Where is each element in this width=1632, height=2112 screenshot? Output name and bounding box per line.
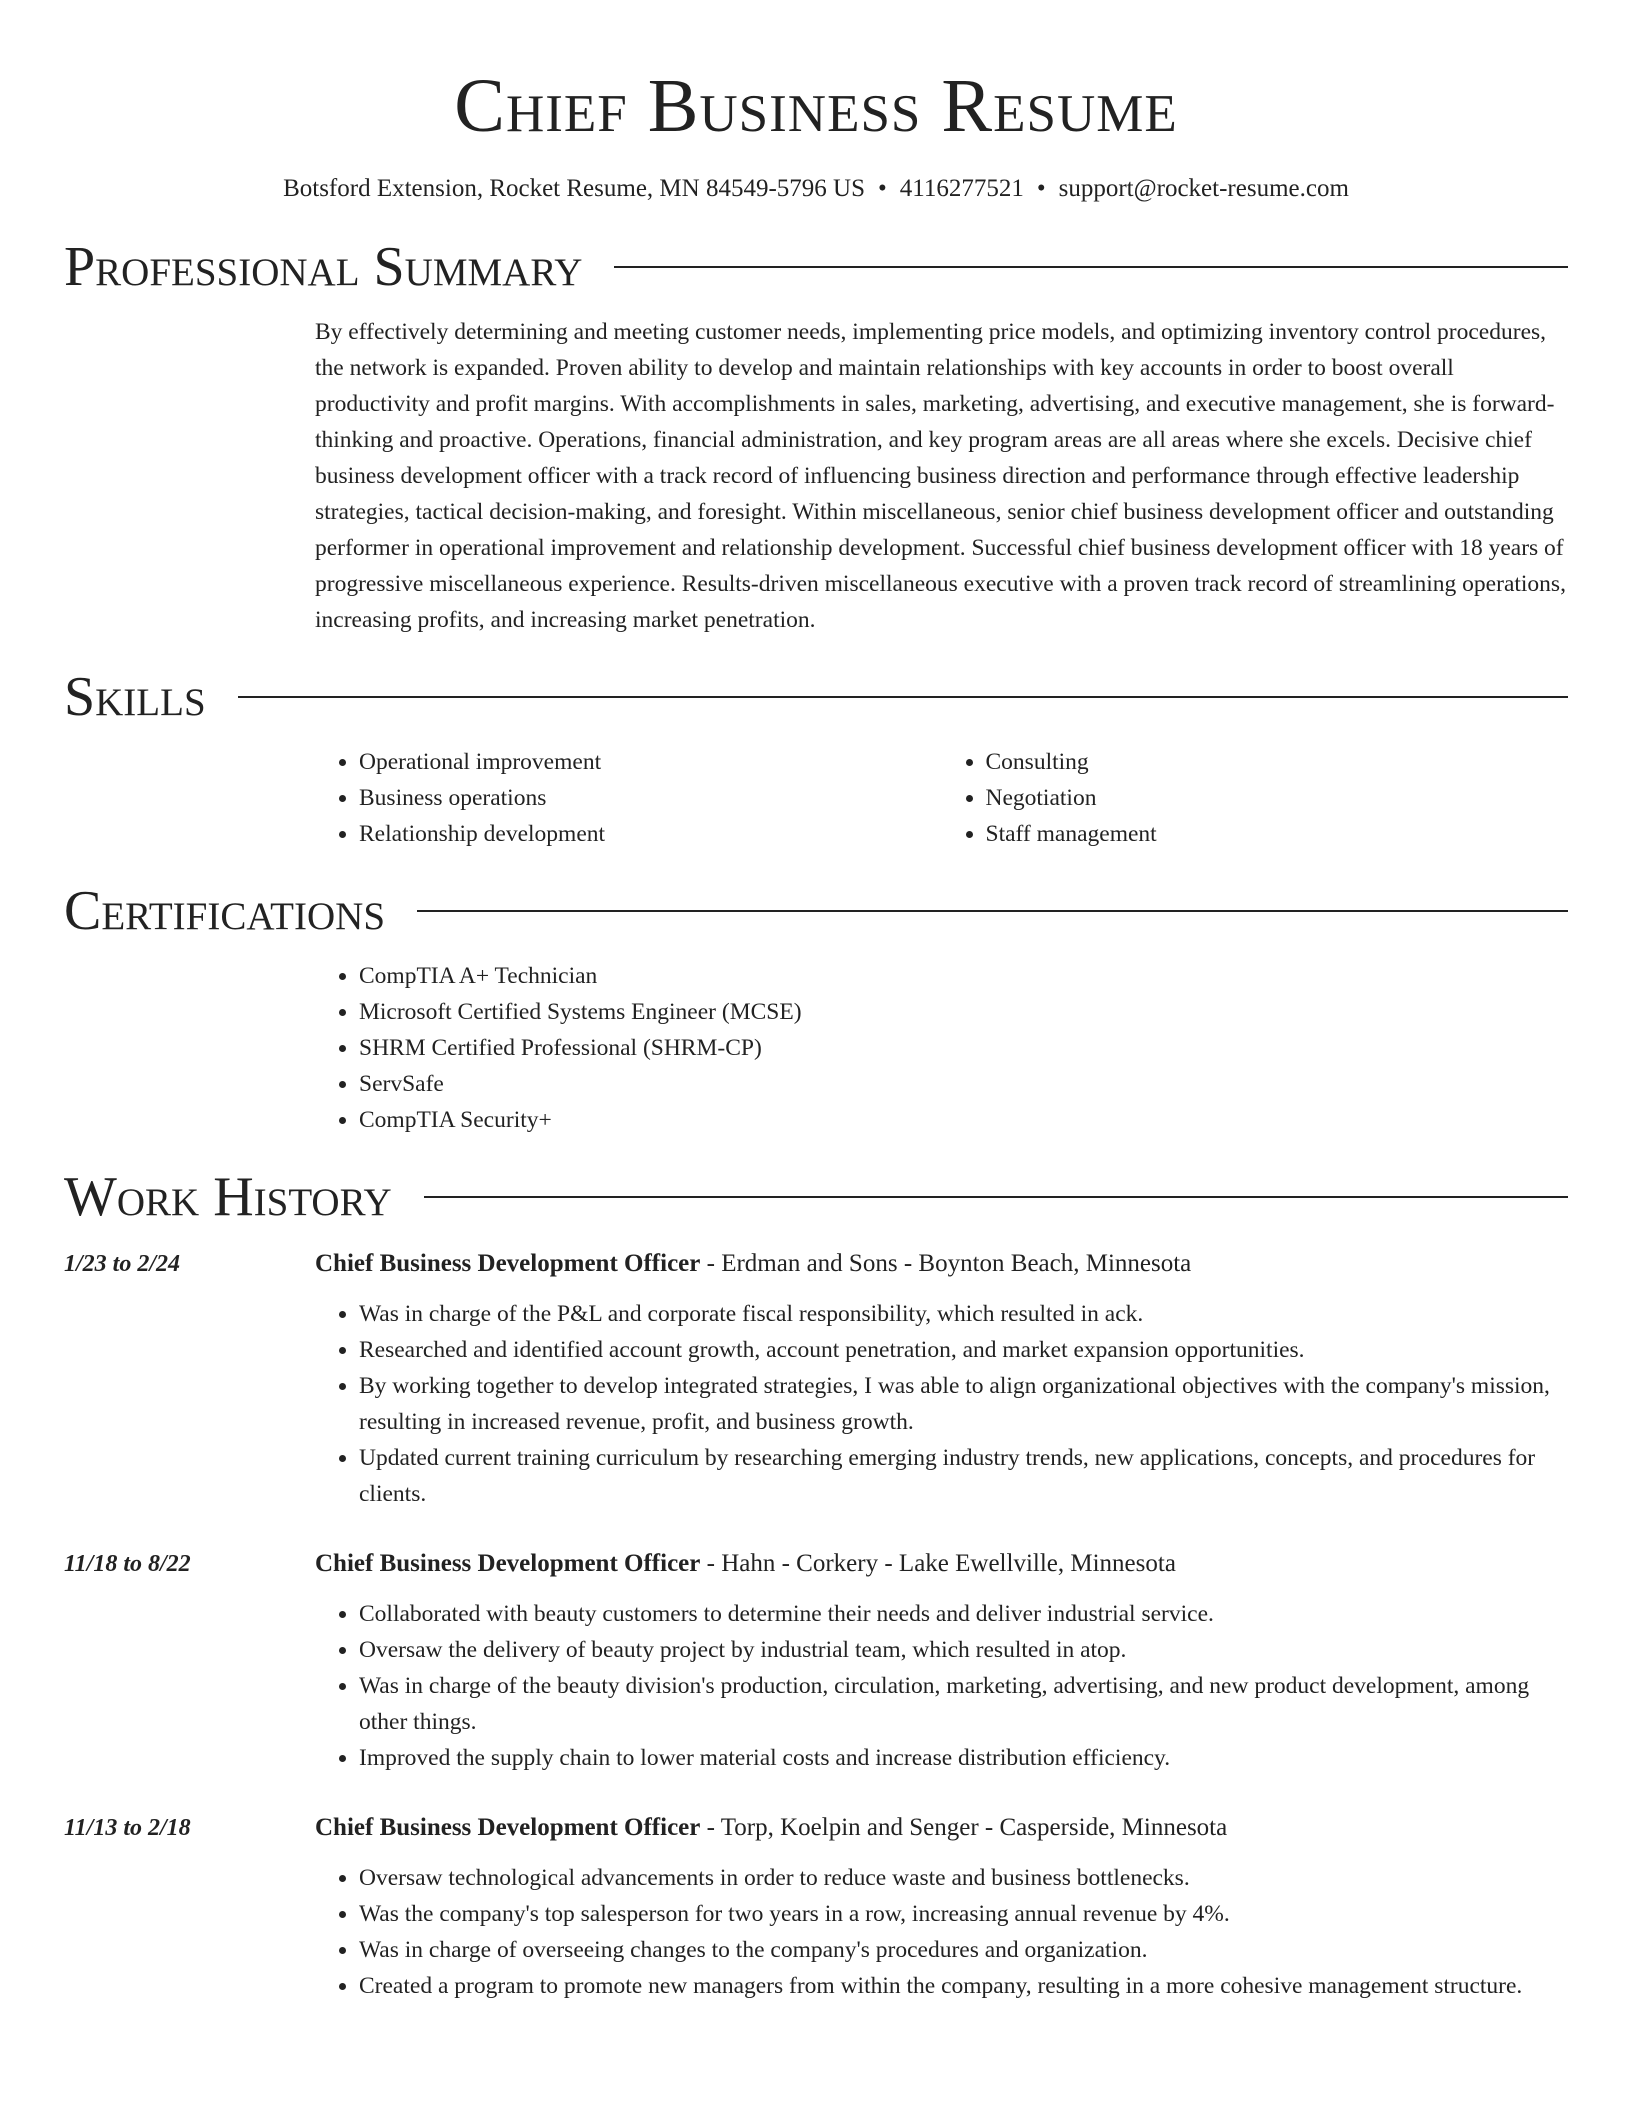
job-bullet-list <box>315 1596 1568 1776</box>
resume-title: Chief Business Resume <box>454 64 1178 148</box>
job-heading <box>315 1246 1191 1282</box>
certification-item: • CompTIA A+ Technician <box>359 958 1568 994</box>
skill-item: • Business operations <box>359 780 942 816</box>
summary-header <box>64 234 1568 300</box>
certifications-heading: Certifications <box>64 880 386 942</box>
job-entry <box>64 1246 1568 1512</box>
work-history-heading: Work History <box>64 1166 392 1228</box>
job-heading <box>315 1810 1227 1846</box>
skills-section <box>64 664 1568 852</box>
contact-line <box>64 172 1568 206</box>
job-dates: 11/18 to 8/22 <box>64 1551 191 1577</box>
job-bullets <box>315 1860 1568 2004</box>
job-details: - Hahn - Corkery - Lake Ewellville, Minnesota <box>700 1550 1176 1577</box>
summary-heading: Professional Summary <box>64 236 583 298</box>
job-bullet: • Was in charge of overseeing changes to the company's procedures and organization. <box>359 1932 1568 1968</box>
certification-item: • Microsoft Certified Systems Engineer (MCSE) <box>359 994 1568 1030</box>
job-bullet: • Oversaw technological advancements in order to reduce waste and business bottlenecks. <box>359 1860 1568 1896</box>
job-bullet: • Was in charge of the P&L and corporate fiscal responsibility, which resulted in ack. <box>359 1296 1568 1332</box>
skill-item: • Relationship development <box>359 816 942 852</box>
certifications-header <box>64 878 1568 944</box>
contact-phone: 4116277521 <box>899 175 1024 202</box>
section-divider <box>424 1196 1568 1198</box>
job-bullet: • Oversaw the delivery of beauty project by industrial team, which resulted in atop. <box>359 1632 1568 1668</box>
skills-list <box>315 744 1568 852</box>
skills-column-right <box>942 744 1569 852</box>
job-bullet: • Created a program to promote new managers from within the company, resulting in a more cohesive management structure. <box>359 1968 1568 2004</box>
skills-heading: Skills <box>64 666 206 728</box>
job-entry <box>64 1546 1568 1776</box>
certification-item: • ServSafe <box>359 1066 1568 1102</box>
job-bullets <box>315 1596 1568 1776</box>
certifications-body <box>315 958 1568 1138</box>
certifications-list <box>315 958 1568 1138</box>
job-bullet: • By working together to develop integrated strategies, I was able to align organizational objectives with the company's mission, resulting in increased revenue, profit, and business growth. <box>359 1368 1568 1440</box>
job-dates: 11/13 to 2/18 <box>64 1815 191 1841</box>
contact-email[interactable]: support@rocket-resume.com <box>1058 175 1349 202</box>
certifications-section <box>64 878 1568 1138</box>
job-header <box>64 1546 1568 1582</box>
skills-column-left <box>315 744 942 852</box>
skills-header <box>64 664 1568 730</box>
job-bullet: • Updated current training curriculum by researching emerging industry trends, new applications, concepts, and procedures for clients. <box>359 1440 1568 1512</box>
job-dates: 1/23 to 2/24 <box>64 1251 181 1277</box>
job-title: Chief Business Development Officer <box>315 1550 701 1577</box>
job-heading <box>315 1546 1176 1582</box>
job-title: Chief Business Development Officer <box>315 1250 701 1277</box>
summary-paragraph: By effectively determining and meeting customer needs, implementing price models, and optimizing inventory control procedures, the network is expanded. Proven ability to develop and maintain relationships with key accounts in order to boost overall productivity and profit margins. With accomplishments in sales, marketing, advertising, and executive management, she is forward-thinking and proactive. Operations, financial administration, and key program areas are all areas where she excels. Decisive chief business development officer with a track record of influencing business direction and performance through effective leadership strategies, tactical decision-making, and foresight. Within miscellaneous, senior chief business development officer and outstanding performer in operational improvement and relationship development. Successful chief business development officer with 18 years of progressive miscellaneous experience. Results-driven miscellaneous executive with a proven track record of streamlining operations, increasing profits, and increasing market penetration. <box>315 319 1566 633</box>
section-divider <box>417 910 1568 912</box>
summary-body <box>315 314 1568 638</box>
job-details: - Erdman and Sons - Boynton Beach, Minnesota <box>700 1250 1192 1277</box>
job-bullet: • Researched and identified account growth, account penetration, and market expansion opportunities. <box>359 1332 1568 1368</box>
job-details: - Torp, Koelpin and Senger - Casperside, Minnesota <box>700 1814 1228 1841</box>
job-header <box>64 1810 1568 1846</box>
job-bullet: • Improved the supply chain to lower material costs and increase distribution efficiency. <box>359 1740 1568 1776</box>
job-entry <box>64 1810 1568 2004</box>
contact-separator: • <box>1036 175 1046 202</box>
job-bullet: • Was the company's top salesperson for two years in a row, increasing annual revenue by 4%. <box>359 1896 1568 1932</box>
certification-item: • SHRM Certified Professional (SHRM-CP) <box>359 1030 1568 1066</box>
job-bullet-list <box>315 1860 1568 2004</box>
skill-item: • Negotiation <box>986 780 1569 816</box>
job-bullet: • Collaborated with beauty customers to determine their needs and deliver industrial service. <box>359 1596 1568 1632</box>
certification-item: • CompTIA Security+ <box>359 1102 1568 1138</box>
job-title: Chief Business Development Officer <box>315 1814 701 1841</box>
work-history-header <box>64 1164 1568 1230</box>
section-divider <box>238 696 1568 698</box>
skill-item: • Staff management <box>986 816 1569 852</box>
section-divider <box>614 266 1568 268</box>
summary-section <box>64 234 1568 638</box>
job-header <box>64 1246 1568 1282</box>
job-bullet: • Was in charge of the beauty division's production, circulation, marketing, advertising, and new product development, among other things. <box>359 1668 1568 1740</box>
job-bullets <box>315 1296 1568 1512</box>
skill-item: • Operational improvement <box>359 744 942 780</box>
resume-page <box>64 0 1568 2004</box>
contact-separator: • <box>878 175 887 202</box>
work-history-section <box>64 1164 1568 2004</box>
contact-address: Botsford Extension, Rocket Resume, MN 84549-5796 US <box>283 175 865 202</box>
skill-item: • Consulting <box>986 744 1569 780</box>
job-bullet-list <box>315 1296 1568 1512</box>
